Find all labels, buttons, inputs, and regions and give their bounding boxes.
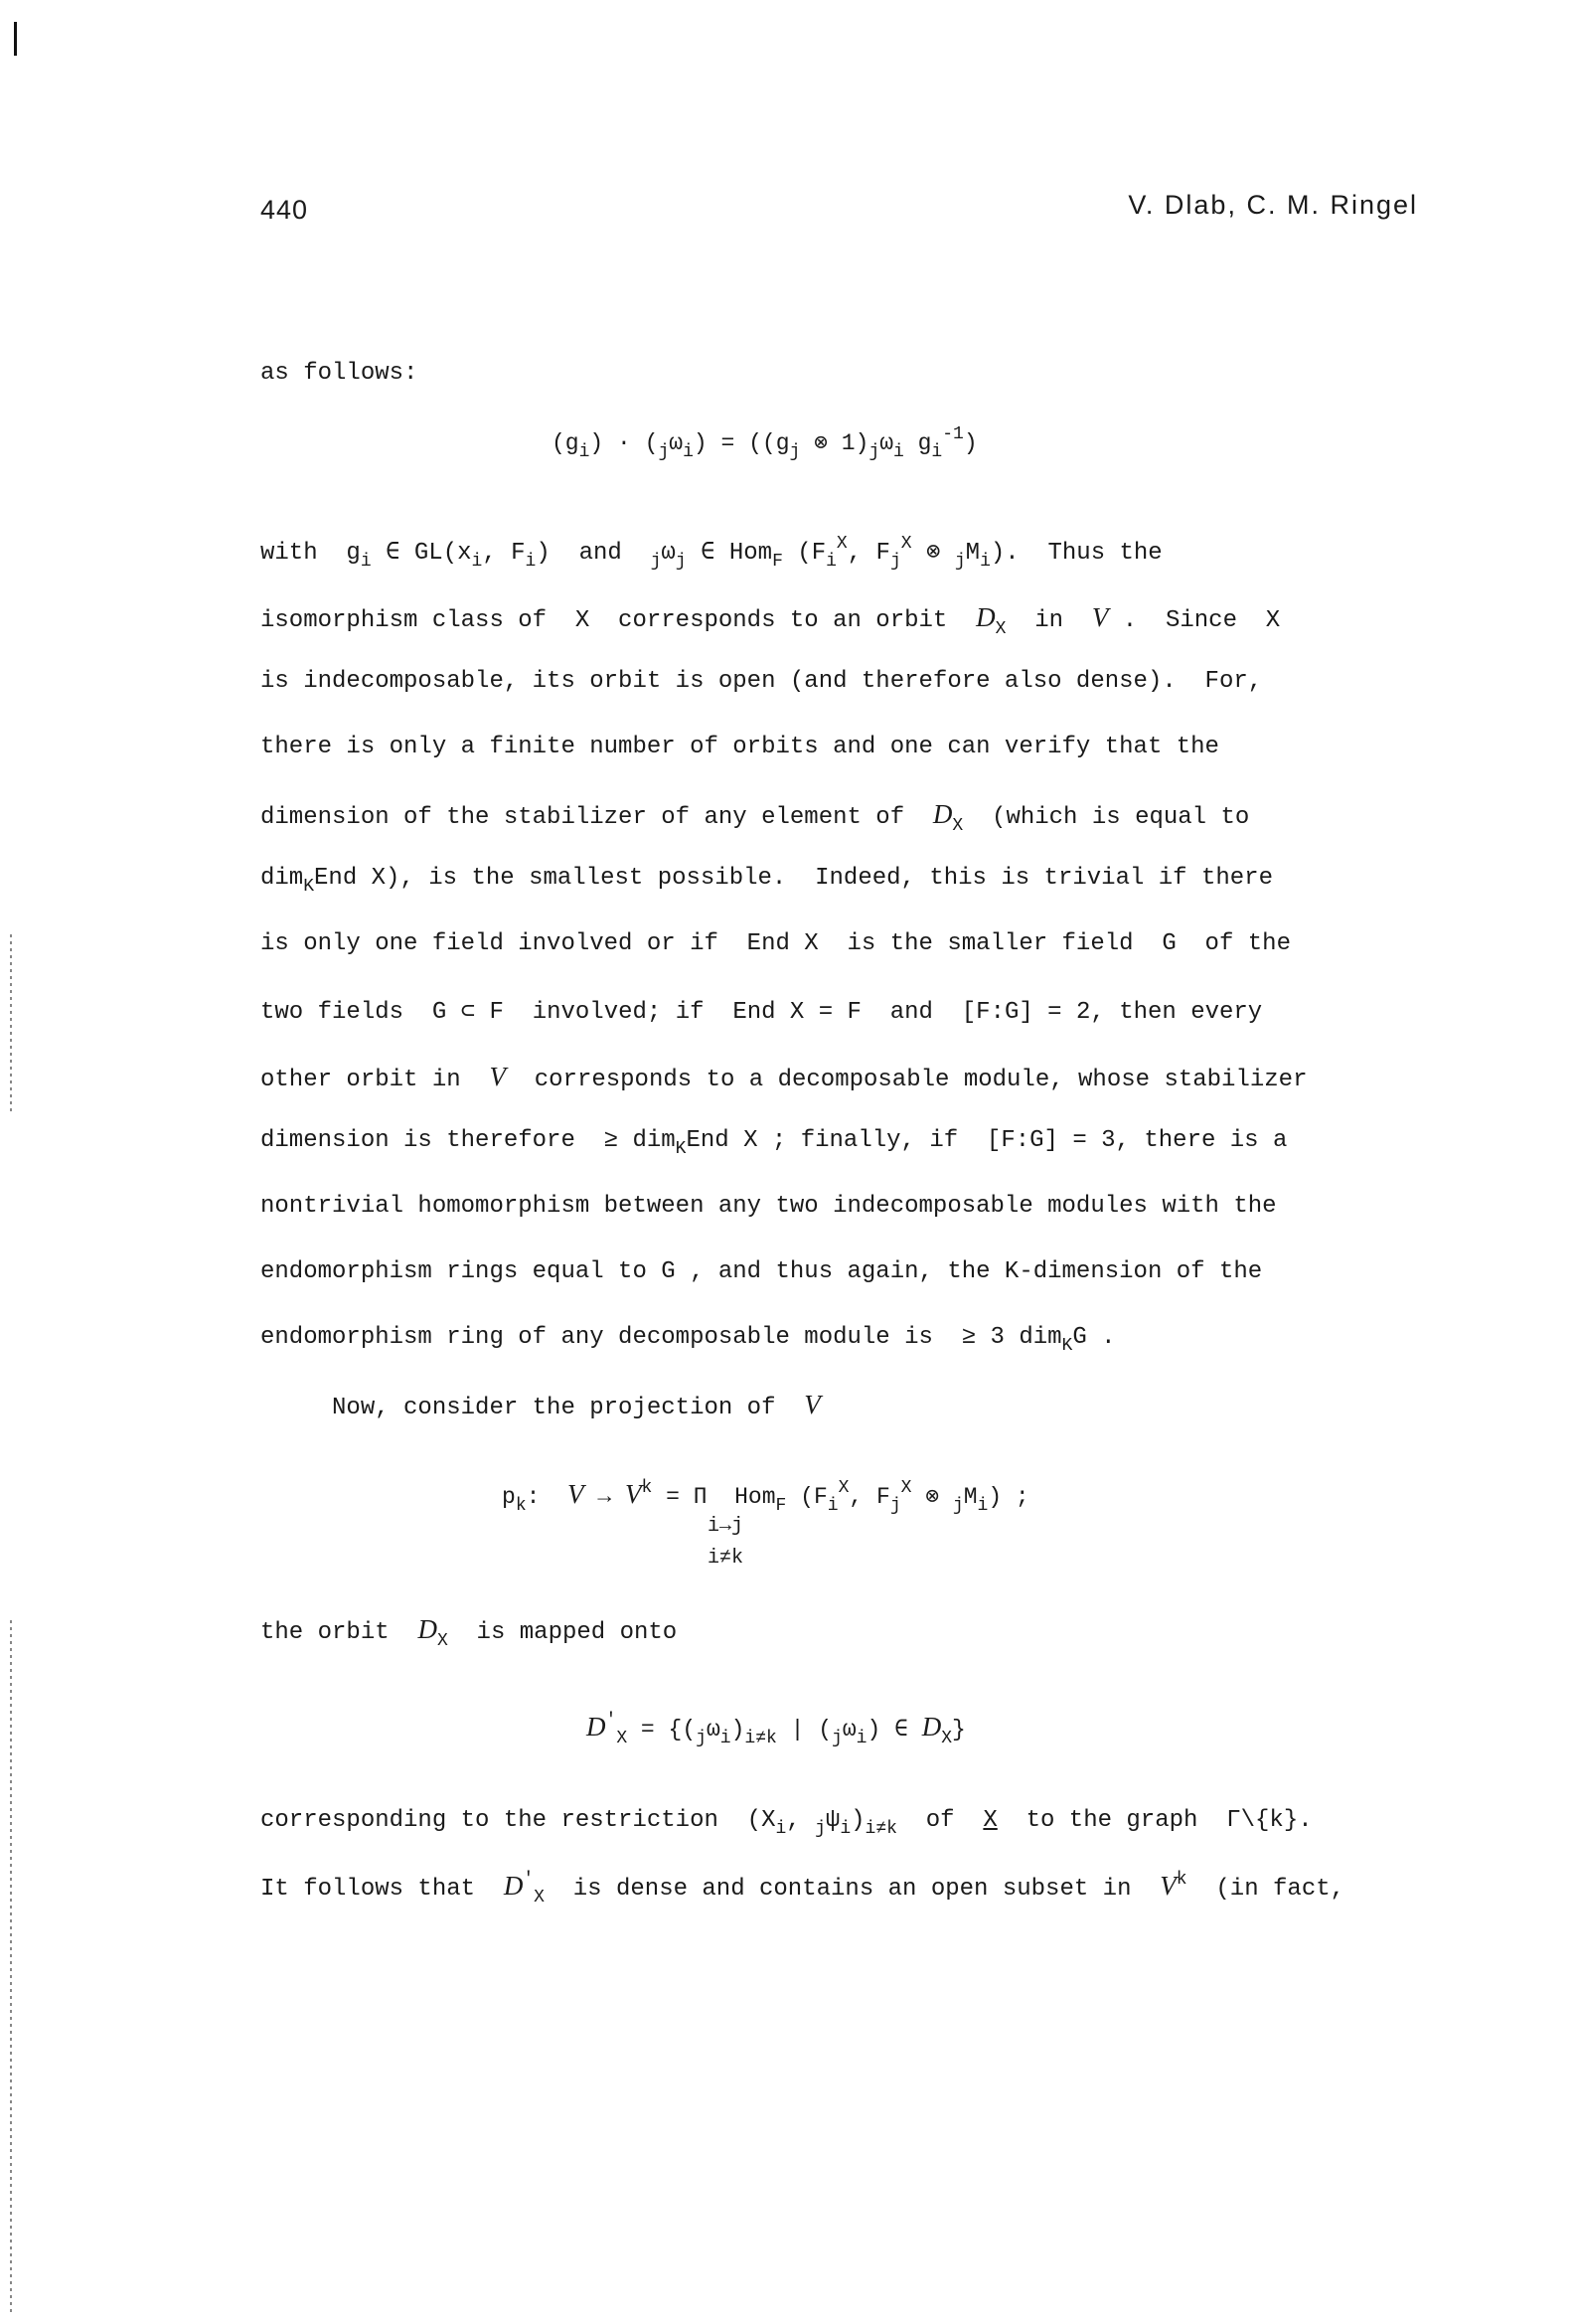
page-edge-dots-1 — [10, 934, 12, 1113]
equation-orbit: $D'_X = \{(_j\omega_i)_{i\ne k}$ | $(_j\omega_i)$ ∈ $D_X$} — [586, 1711, 966, 1748]
text-line: as follows: — [260, 360, 418, 387]
page-edge-dots-2 — [10, 1620, 12, 2316]
text-line: there is only a finite number of orbits and one can verify that the — [260, 734, 1219, 760]
product-index-2: i≠k — [708, 1547, 744, 1570]
text-line: Now, consider the projection of V — [260, 1390, 821, 1421]
text-line: dim$_K$End X), is the smallest possible. Indeed, this is trivial if there — [260, 865, 1273, 897]
equation-action: $(g_i) \cdot (_j\omega_i) = ((g_j$ ⊗ $1)_j\omega_i$ $g_i^{-1}$) — [552, 424, 978, 462]
page-edge-mark — [14, 22, 17, 56]
text-line: other orbit in V corresponds to a decomposable module, whose stabilizer — [260, 1062, 1308, 1093]
text-line: dimension of the stabilizer of any element of $D_X$ (which is equal to — [260, 799, 1250, 836]
page-number: 440 — [260, 195, 309, 225]
text-line: is only one field involved or if End X is the smaller field G of the — [260, 930, 1291, 957]
text-line: endomorphism ring of any decomposable module is ≥ 3 dim$_K$G . — [260, 1324, 1116, 1356]
text-line: nontrivial homomorphism between any two indecomposable modules with the — [260, 1193, 1277, 1220]
text-line: the orbit $D_X$ is mapped onto — [260, 1614, 678, 1651]
text-line: with $g_i$ ∈ $GL(x_i$, $F_i$) and $_j\omega_j$ ∈ Hom$_F$ ($F_i^X$, $F_j^X$ ⊗ $_jM_i$). Thus the — [260, 534, 1163, 572]
text-line: is indecomposable, its orbit is open (and therefore also dense). For, — [260, 668, 1263, 695]
text-line: endomorphism rings equal to G , and thus again, the K-dimension of the — [260, 1258, 1263, 1285]
text-line: two fields G ⊂ F involved; if End X = F and [F:G] = 2, then every — [260, 999, 1263, 1026]
text-line: corresponding to the restriction ($X_i$, $_j\psi_i)_{i\ne k}$ of X to the graph Γ\{k}. — [260, 1807, 1313, 1839]
product-index-1: i→j — [708, 1515, 744, 1538]
text-line: isomorphism class of X corresponds to an orbit $D_X$ in V . Since X — [260, 602, 1281, 639]
running-head: V. Dlab, C. M. Ringel — [1128, 190, 1418, 220]
equation-projection: $p_k$: $V \to V^k = \Pi$ Hom$_F$ ($F_i^X$, $F_j^X$ ⊗ $_jM_i$) ; — [502, 1478, 1029, 1516]
text-line: dimension is therefore ≥ dim$_K$End X ; finally, if [F:G] = 3, there is a — [260, 1127, 1288, 1159]
text-line: It follows that $D'_X$ is dense and contains an open subset in $V^k$ (in fact, — [260, 1870, 1345, 1908]
